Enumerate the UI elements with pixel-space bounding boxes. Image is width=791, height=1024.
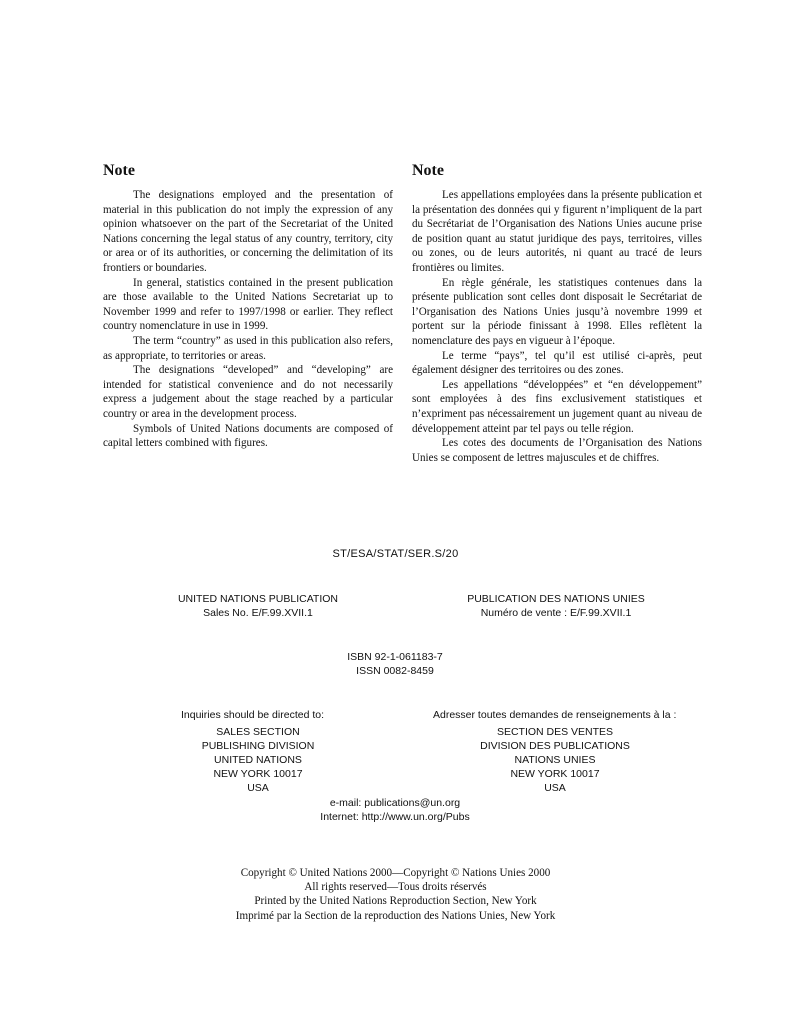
sales-number-english: Sales No. E/F.99.XVII.1 [203,607,313,619]
inquiries-english-title: Inquiries should be directed to: [181,709,325,721]
publication-title-french: PUBLICATION DES NATIONS UNIES [467,593,645,605]
note-french-paragraph: Les appellations employées dans la présente publication et la présentation des données qui y figurent n’impliquent de la part du Secrétariat de l’Organisation des Nations Unies aucune prise de position quant au statut juridique des pays, territoires, villes ou zones, ou de leurs autorités, ni quant au tracé de leurs frontières ou limites. [412,189,702,274]
document-symbol: ST/ESA/STAT/SER.S/20 [332,548,459,560]
publication-title-english: UNITED NATIONS PUBLICATION [177,593,339,605]
contact-info [295,796,495,824]
publication-info-french [446,592,666,620]
note-english-paragraph: The designations “developed” and “developing” are intended for statistical convenience and do not necessarily express a judgement about the stage reached by a particular country or area in the development process. [103,364,393,420]
note-english-title: Note [103,162,135,179]
publication-info-english [148,592,368,620]
issn: ISSN 0082-8459 [356,665,434,677]
copyright-block [0,866,791,923]
printed-by-line: Printed by the United Nations Reproduction Section, New York [254,895,537,908]
note-french-paragraph: En règle générale, les statistiques contenues dans la présente publication sont celles dont disposait le Secrétariat de l’Organisation des Nations Unies jusqu’à novembre 1999 et portent sur la période finissant à 1998. Elles reflètent la nomenclature des pays en vigueur à l’époque. [412,276,702,347]
address-line: USA [247,782,269,794]
address-line: USA [544,782,566,794]
note-french-paragraph: Les appellations “développées” et “en développement” sont employées à des fins exclusivement statistiques et n’expriment pas nécessairement un jugement quant au niveau de développement atteint par tel pays ou telle région. [412,378,702,435]
note-english [103,160,393,451]
note-english-paragraph: Symbols of United Nations documents are composed of capital letters combined with figures. [103,422,393,450]
isbn: ISBN 92-1-061183-7 [347,651,443,663]
note-french [412,160,702,465]
address-line: SALES SECTION [216,726,300,738]
address-line: NATIONS UNIES [514,754,596,766]
address-french [455,725,655,795]
address-line: UNITED NATIONS [214,754,302,766]
note-french-paragraph: Le terme “pays”, tel qu’il est utilisé ci-après, peut également désigner des territoires ou des zones. [412,349,702,377]
imprime-par-line: Imprimé par la Section de la reproduction des Nations Unies, New York [235,909,556,922]
internet-address: Internet: http://www.un.org/Pubs [320,811,470,823]
address-line: SECTION DES VENTES [496,726,614,738]
address-line: NEW YORK 10017 [510,768,600,780]
address-english [158,725,358,795]
rights-line: All rights reserved—Tous droits réservés [304,881,487,894]
sales-number-french: Numéro de vente : E/F.99.XVII.1 [480,607,632,619]
note-english-paragraph: The designations employed and the presentation of material in this publication do not imply the expression of any opinion whatsoever on the part of the Secretariat of the United Nations concerning the legal status of any country, territory, city or area or of its authorities, or concerning the delimitation of its frontiers or boundaries. [103,189,393,274]
copyright-line: Copyright © United Nations 2000—Copyright © Nations Unies 2000 [240,867,551,879]
note-french-paragraph: Les cotes des documents de l’Organisation des Nations Unies se composent de lettres majuscules et de chiffres. [412,437,702,464]
identifiers [295,650,495,678]
email-address: e-mail: publications@un.org [329,797,461,809]
note-english-paragraph: In general, statistics contained in the present publication are those available to the United Nations Secretariat up to November 1999 and refer to 1997/1998 or earlier. They reflect country nomenclature in use in 1999. [103,276,393,333]
note-english-paragraph: The term “country” as used in this publication also refers, as appropriate, to territories or areas. [103,334,393,362]
address-line: PUBLISHING DIVISION [201,740,315,752]
address-line: NEW YORK 10017 [213,768,303,780]
inquiries-french-title: Adresser toutes demandes de renseignements à la : [433,709,677,721]
address-line: DIVISION DES PUBLICATIONS [480,740,630,752]
note-french-title: Note [412,162,444,179]
